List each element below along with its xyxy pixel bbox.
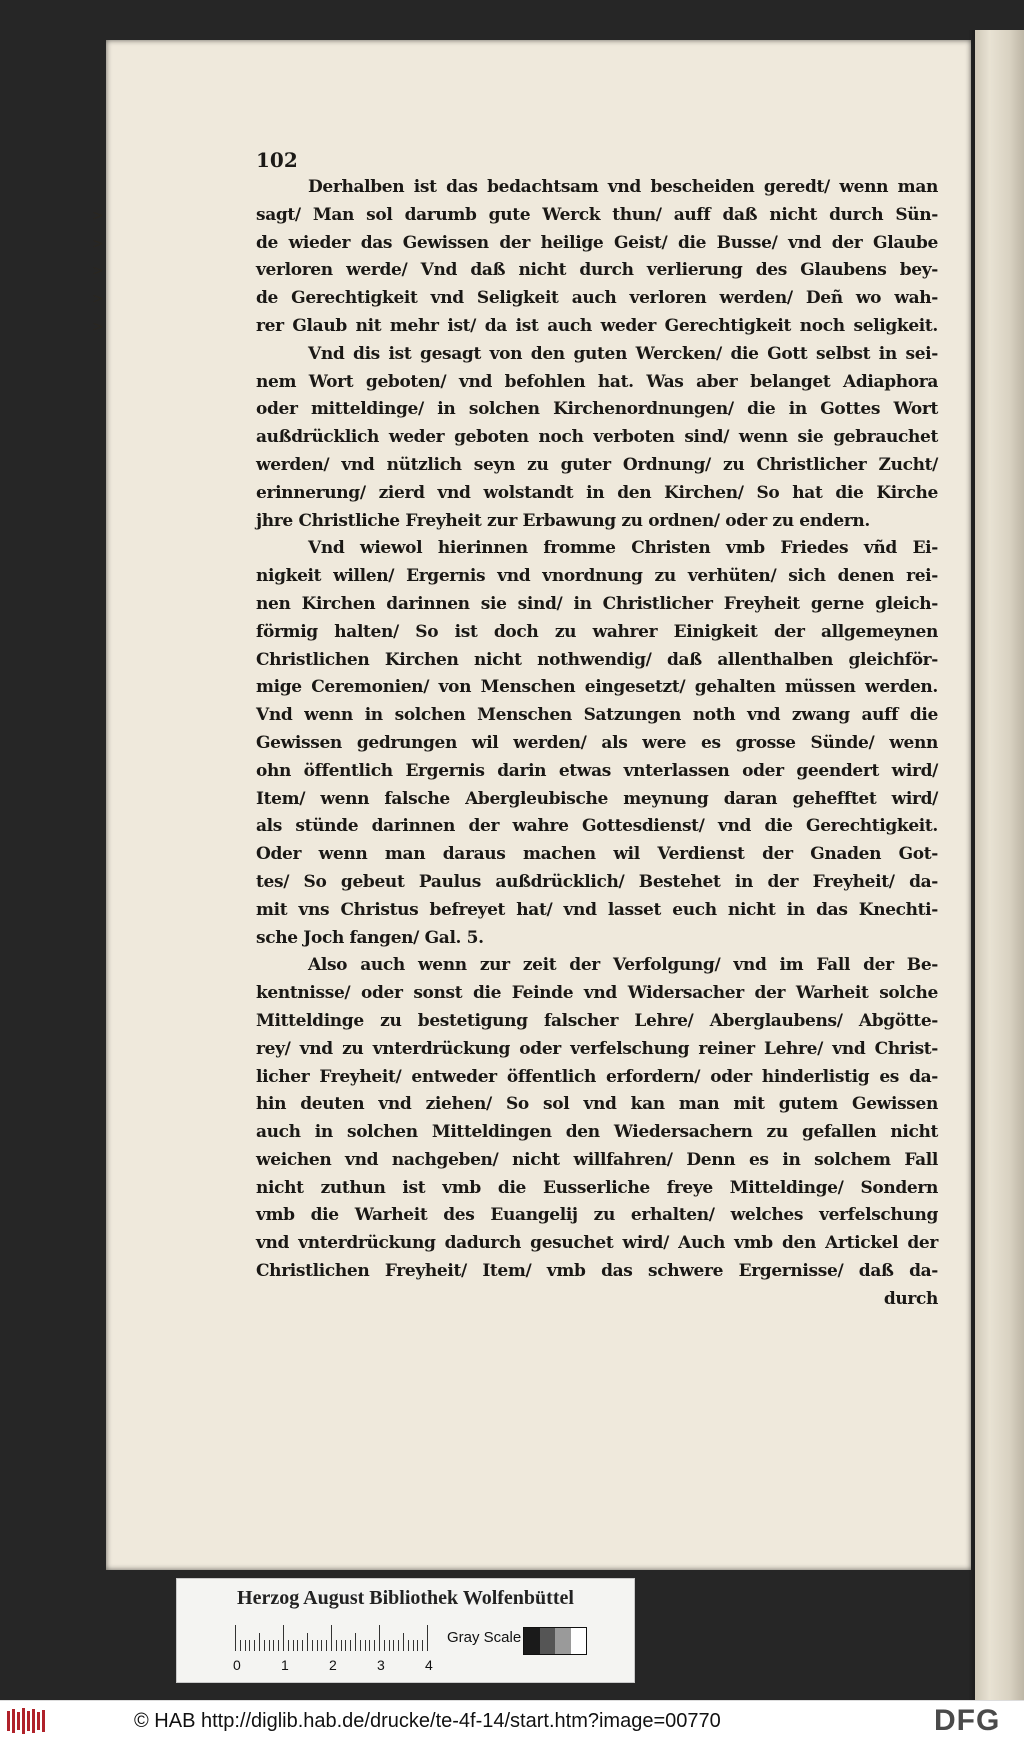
viewer-footer (0, 1700, 1024, 1741)
text-line: auch in solchen Mitteldingen den Wiedersachern zu gefallen nicht (256, 1122, 938, 1143)
text-line: vmb die Warheit des Euangelij zu erhalten/ welches verfelschung (256, 1205, 938, 1226)
text-line: Christlichen Freyheit/ Item/ vmb das schwere Ergernisse/ daß da- (256, 1261, 938, 1282)
text-line: licher Freyheit/ entweder öffentlich erfordern/ oder hinderlistig es da- (256, 1066, 938, 1087)
ruler-tick (365, 1640, 366, 1651)
margin-mark: > (92, 319, 104, 335)
ruler-tick (331, 1625, 332, 1651)
text-line: weichen vnd nachgeben/ nicht willfahren/ Denn es in solchem Fall (256, 1149, 938, 1170)
text-line: außdrücklich weder geboten noch verboten sind/ wenn sie gebrauchet (256, 427, 938, 448)
text-line: erinnerung/ zierd vnd wolstandt in den Kirchen/ So hat die Kirche (256, 482, 938, 503)
color-target-card (176, 1578, 635, 1683)
ruler-tick (403, 1633, 404, 1651)
ruler-tick (369, 1640, 370, 1651)
text-line: jhre Christliche Freyheit zur Erbawung zu ordnen/ oder zu endern. (256, 510, 870, 531)
ruler-tick (249, 1640, 250, 1651)
text-line: Item/ wenn falsche Abergleubische meynung daran gehefftet wird/ (256, 788, 938, 809)
text-line: nem Wort geboten/ vnd befohlen hat. Was aber belanget Adiaphora (256, 371, 938, 392)
ruler-tick (283, 1625, 284, 1651)
ruler-tick (413, 1640, 414, 1651)
text-line: Gewissen gedrungen wil werden/ als were es grosse Sünde/ wenn (256, 732, 938, 753)
ruler-number: 2 (329, 1657, 337, 1673)
ruler-tick (321, 1640, 322, 1651)
text-line: mige Ceremonien/ von Menschen eingesetzt/ gehalten müssen werden. (256, 677, 938, 698)
ruler-number: 3 (377, 1657, 385, 1673)
hab-logo-icon (6, 1707, 46, 1735)
library-name: Herzog August Bibliothek Wolfenbüttel (237, 1587, 574, 1609)
ruler-tick (307, 1633, 308, 1651)
text-line: nen Kirchen darinnen sie sind/ in Christlicher Freyheit gerne gleich- (256, 593, 938, 614)
text-line: de Gerechtigkeit vnd Seligkeit auch verloren werden/ Deñ wo wah- (256, 288, 938, 309)
ruler-tick (398, 1640, 399, 1651)
ruler-tick (341, 1640, 342, 1651)
text-line: vnd vnterdrückung dadurch gesuchet wird/ Auch vmb den Artickel der (256, 1233, 938, 1254)
text-line: Derhalben ist das bedachtsam vnd bescheiden geredt/ wenn man (308, 177, 938, 197)
text-line: hin deuten vnd ziehen/ So sol vnd kan man mit gutem Gewissen (256, 1094, 938, 1115)
text-line: kentnisse/ oder sonst die Feinde vnd Widersacher der Warheit solche (256, 983, 938, 1004)
ruler-tick (293, 1640, 294, 1651)
ruler-tick (264, 1640, 265, 1651)
ruler-tick (326, 1640, 327, 1651)
text-line: sche Joch fangen/ Gal. 5. (256, 927, 484, 948)
text-line: nigkeit willen/ Ergernis vnd vnordnung zu verhüten/ sich denen rei- (256, 566, 938, 587)
dfg-logo: DFG (934, 1704, 1001, 1737)
text-line: rey/ vnd zu vnterdrückung oder verfelschung reiner Lehre/ vnd Christ- (256, 1038, 938, 1059)
text-line: werden/ vnd nützlich seyn zu guter Ordnung/ zu Christlicher Zucht/ (256, 454, 938, 475)
text-line: Oder wenn man daraus machen wil Verdienst der Gnaden Got- (256, 844, 938, 865)
ruler-tick (336, 1640, 337, 1651)
page-body-text (256, 174, 938, 1314)
ruler-tick (374, 1640, 375, 1651)
ruler-tick (240, 1640, 241, 1651)
ruler-tick (288, 1640, 289, 1651)
gray-swatch (524, 1628, 540, 1654)
source-link[interactable]: © HAB http://diglib.hab.de/drucke/te-4f-14/start.htm?image=00770 (134, 1710, 721, 1732)
gray-swatch (571, 1628, 587, 1654)
ruler-tick (422, 1640, 423, 1651)
ruler-tick (259, 1633, 260, 1651)
measurement-ruler (235, 1625, 435, 1651)
ruler-tick (312, 1640, 313, 1651)
text-line: oder mitteldinge/ in solchen Kirchenordnungen/ die in Gottes Wort (256, 399, 938, 420)
ruler-tick (408, 1640, 409, 1651)
ruler-tick (355, 1633, 356, 1651)
gray-scale-swatches (523, 1627, 587, 1655)
ruler-tick (297, 1640, 298, 1651)
ruler-tick (345, 1640, 346, 1651)
text-line: mit vns Christus befreyet hat/ vnd lasset euch nicht in das Knechti- (256, 899, 938, 920)
margin-mark: > (92, 235, 104, 252)
ruler-tick (389, 1640, 390, 1651)
margin-mark: > (92, 207, 104, 224)
text-line: Mitteldinge zu bestetigung falscher Lehre/ Aberglaubens/ Abgötte- (256, 1010, 938, 1031)
text-line: Also auch wenn zur zeit der Verfolgung/ vnd im Fall der Be- (308, 955, 938, 976)
ruler-tick (235, 1625, 236, 1651)
text-line: tes/ So gebeut Paulus außdrücklich/ Bestehet in der Freyheit/ da- (256, 871, 938, 892)
ruler-tick (384, 1640, 385, 1651)
ruler-tick (302, 1640, 303, 1651)
text-line: als stünde darinnen der wahre Gottesdienst/ vnd die Gerechtigkeit. (256, 816, 938, 837)
ruler-tick (317, 1640, 318, 1651)
ruler-number: 4 (425, 1657, 433, 1673)
gray-swatch (540, 1628, 556, 1654)
ruler-tick (245, 1640, 246, 1651)
book-page (92, 40, 971, 1570)
page-number: 102 (256, 148, 298, 172)
text-line: nicht zuthun ist vmb die Eusserliche freye Mitteldinge/ Sondern (256, 1177, 938, 1198)
text-line: Vnd dis ist gesagt von den guten Wercken/ die Gott selbst in sei- (308, 343, 938, 364)
ruler-tick (379, 1625, 380, 1651)
text-line: sagt/ Man sol darumb gute Werck thun/ auff daß nicht durch Sün- (256, 204, 938, 225)
text-line: Vnd wenn in solchen Menschen Satzungen noth vnd zwang auff die (256, 705, 938, 726)
text-line: ohn öffentlich Ergernis darin etwas vnterlassen oder geendert wird/ (256, 760, 938, 781)
ruler-tick (427, 1625, 428, 1651)
facing-page-edge (975, 30, 1024, 1700)
ruler-tick (278, 1640, 279, 1651)
margin-mark: > (92, 263, 104, 280)
ruler-tick (350, 1640, 351, 1651)
gray-swatch (555, 1628, 571, 1654)
gray-scale-label: Gray Scale (447, 1629, 522, 1646)
ruler-tick (254, 1640, 255, 1651)
text-line: förmig halten/ So ist doch zu wahrer Einigkeit der allgemeynen (256, 621, 938, 642)
ruler-tick (273, 1640, 274, 1651)
ruler-tick (360, 1640, 361, 1651)
catchword: durch (883, 1288, 938, 1309)
text-line: Christlichen Kirchen nicht nothwendig/ daß allenthalben gleichför- (256, 649, 938, 670)
text-line: verloren werde/ Vnd daß nicht durch verlierung des Glaubens bey- (256, 260, 938, 281)
margin-mark: > (92, 291, 104, 308)
text-line: Vnd wiewol hierinnen fromme Christen vmb Friedes vñd Ei- (308, 538, 938, 559)
ruler-tick (393, 1640, 394, 1651)
ruler-number: 1 (281, 1657, 289, 1673)
ruler-tick (269, 1640, 270, 1651)
text-line: rer Glaub nit mehr ist/ da ist auch weder Gerechtigkeit noch seligkeit. (256, 315, 938, 336)
ruler-number: 0 (233, 1657, 241, 1673)
ruler-tick (417, 1640, 418, 1651)
text-line: de wieder das Gewissen der heilige Geist/ die Busse/ vnd der Glaube (256, 232, 938, 253)
